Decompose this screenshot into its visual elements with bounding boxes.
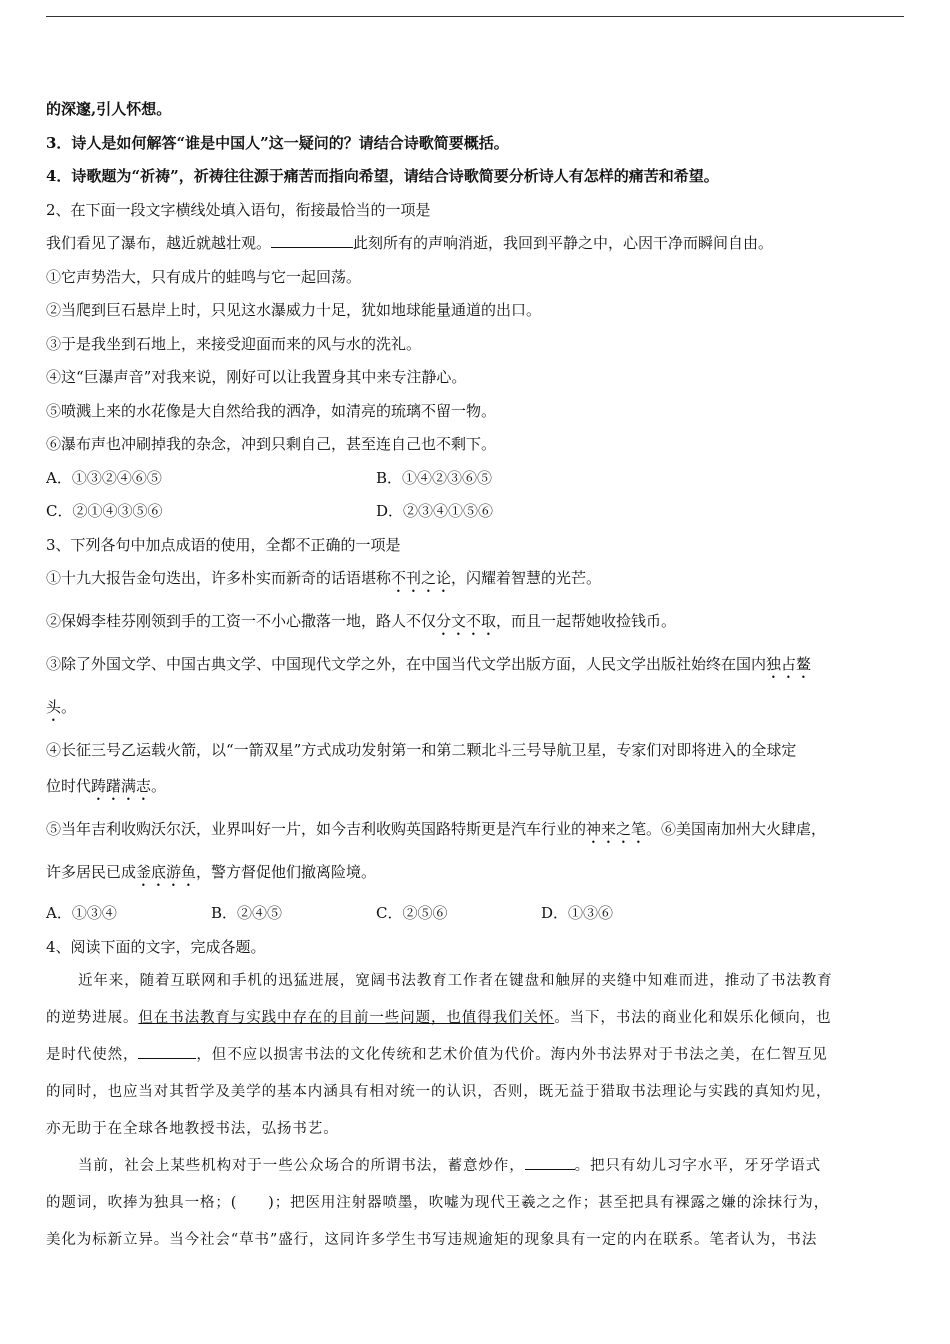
passage-line: 近年来，随着互联网和手机的迅猛进展，宽阔书法教育工作者在键盘和触屏的夹缝中知难而进，推动了书法教育	[78, 972, 833, 989]
text: ②保姆李桂芬刚领到手的工资一不小心撒落一地，路人不仅	[46, 612, 437, 630]
answer-blank	[138, 1058, 196, 1059]
section-3-title: 3、下列各句中加点成语的使用，全都不正确的一项是	[46, 535, 401, 554]
sentence-4-cont	[46, 775, 912, 804]
text: ，但不应以损害书法的文化传统和艺术价值为代价。海内外书法界对于书法之美，在仁智互见	[196, 1046, 828, 1063]
answer-blank	[271, 247, 353, 248]
text: ⑤当年吉利收购沃尔沃，业界叫好一片，如今吉利收购英国路特斯更是汽车行业的	[46, 820, 587, 838]
choice-row	[46, 467, 912, 489]
sentence-option-6: ⑥瀑布声也冲刷掉我的杂念，冲到只剩自己，甚至连自己也不剩下。	[46, 435, 497, 453]
choice-a: A．①③④	[46, 904, 117, 922]
sentence-3	[46, 653, 912, 682]
text: ，而且一起帮她收捡钱币。	[496, 612, 677, 630]
text: 。	[61, 698, 77, 716]
passage-line: 的题词，吹捧为独具一格；( )；把医用注射器喷墨，吹嘘为现代王羲之之作；甚至把具有裸露之嫌的涂抹行为，	[46, 1194, 830, 1211]
sentence-2	[46, 610, 912, 639]
choice-c: C．②⑤⑥	[376, 904, 448, 922]
dotted-idiom: 踌躇满志	[91, 777, 152, 795]
choice-d: D．②③④①⑤⑥	[376, 502, 494, 520]
dotted-idiom: 不刊之论	[391, 569, 452, 587]
passage-line	[46, 1155, 912, 1178]
text: 。当下，书法的商业化和娱乐化倾向，也	[554, 1009, 832, 1026]
dotted-idiom: 釜底游鱼	[136, 863, 197, 881]
text: 位时代	[46, 777, 92, 795]
choice-d: D．①③⑥	[541, 904, 614, 922]
sentence-3-cont	[46, 696, 912, 725]
text: ，警方督促他们撤离险境。	[196, 863, 377, 881]
text: 是时代使然，	[46, 1046, 139, 1063]
document-body	[46, 98, 912, 1252]
passage-line	[46, 1007, 912, 1030]
passage-line: 的同时，也应当对其哲学及美学的基本内涵具有相对统一的认识，否则，既无益于猎取书法理论与实践的真知灼见，	[46, 1083, 832, 1100]
choice-b: B．①④②③⑥⑤	[376, 468, 493, 487]
sentence-option-3: ③于是我坐到石地上，来接受迎面而来的风与水的洗礼。	[46, 334, 422, 353]
reading-passage	[46, 970, 912, 1252]
sentence-1	[46, 567, 912, 596]
choice-a: A．①③②④⑥⑤	[46, 468, 162, 487]
text: ，闪耀着智慧的光芒。	[451, 569, 602, 587]
sentence-option-5: ⑤喷溅上来的水花像是大自然给我的洒净，如清亮的琉璃不留一物。	[46, 401, 497, 420]
text: ③除了外国文学、中国古典文学、中国现代文学之外，在中国当代文学出版方面，人民文学出版社始终在国内	[46, 655, 767, 673]
passage-line: 美化为标新立异。当今社会“草书”盛行，这同许多学生书写违规逾矩的现象具有一定的内在联系。笔者认为，书法	[46, 1231, 818, 1248]
choice-c: C．②①④③⑤⑥	[46, 502, 163, 520]
stem-part: 我们看见了瀑布，越近就越壮观。	[46, 234, 272, 252]
dotted-idiom: 独占鳌	[766, 655, 812, 673]
sentence-6	[46, 861, 912, 890]
underlined-sentence: 但在书法教育与实践中存在的目前一些问题，也值得我们关怀	[138, 1009, 555, 1026]
question-4: 4．诗歌题为“祈祷”，祈祷往往源于痛苦而指向希望，请结合诗歌简要分析诗人有怎样的痛苦和希望。	[46, 167, 719, 185]
sentence-option-4: ④这“巨瀑声音”对我来说，刚好可以让我置身其中来专注静心。	[46, 368, 467, 386]
text: 。把只有幼儿习字水平，牙牙学语式	[574, 1157, 822, 1174]
text: 。⑥美国南加州大火肆虐，	[646, 820, 827, 838]
question-3: 3．诗人是如何解答“谁是中国人”这一疑问的？请结合诗歌简要概括。	[46, 133, 509, 152]
section-2-title: 2、在下面一段文字横线处填入语句，衔接最恰当的一项是	[46, 200, 431, 219]
passage-line: 亦无助于在全球各地教授书法，弘扬书艺。	[46, 1120, 339, 1137]
sentence-4: ④长征三号乙运载火箭，以“一箭双星”方式成功发射第一和第二颗北斗三号导航卫星，专家们对即将进入的全球定	[46, 741, 797, 759]
text-line: 的深邃,引人怀想。	[46, 100, 172, 118]
dotted-idiom: 头	[46, 698, 62, 716]
section-2-stem	[46, 232, 912, 254]
passage-line	[46, 1044, 912, 1067]
sentence-option-1: ①它声势浩大，只有成片的蛙鸣与它一起回荡。	[46, 267, 362, 286]
sentence-5	[46, 818, 912, 847]
answer-blank	[525, 1169, 575, 1170]
text: 的逆势进展。	[46, 1009, 139, 1026]
dotted-idiom: 神来之笔	[586, 820, 647, 838]
text: 许多居民已成	[46, 863, 137, 881]
sentence-option-2: ②当爬到巨石悬岸上时，只见这水瀑威力十足，犹如地球能量通道的出口。	[46, 301, 542, 319]
text: 当前，社会上某些机构对于一些公众场合的所谓书法，蓄意炒作，	[78, 1157, 525, 1174]
stem-part: 此刻所有的声响消逝，我回到平静之中，心因干净而瞬间自由。	[353, 234, 774, 252]
choice-b: B．②④⑤	[211, 904, 283, 922]
header-rule	[46, 16, 904, 17]
section-4-title: 4、阅读下面的文字，完成各题。	[46, 937, 266, 956]
choice-row	[46, 500, 912, 522]
text: 。	[151, 777, 167, 795]
choice-row	[46, 902, 912, 924]
dotted-idiom: 分文不取	[436, 612, 497, 630]
text: ①十九大报告金句迭出，许多朴实而新奇的话语堪称	[46, 569, 392, 587]
